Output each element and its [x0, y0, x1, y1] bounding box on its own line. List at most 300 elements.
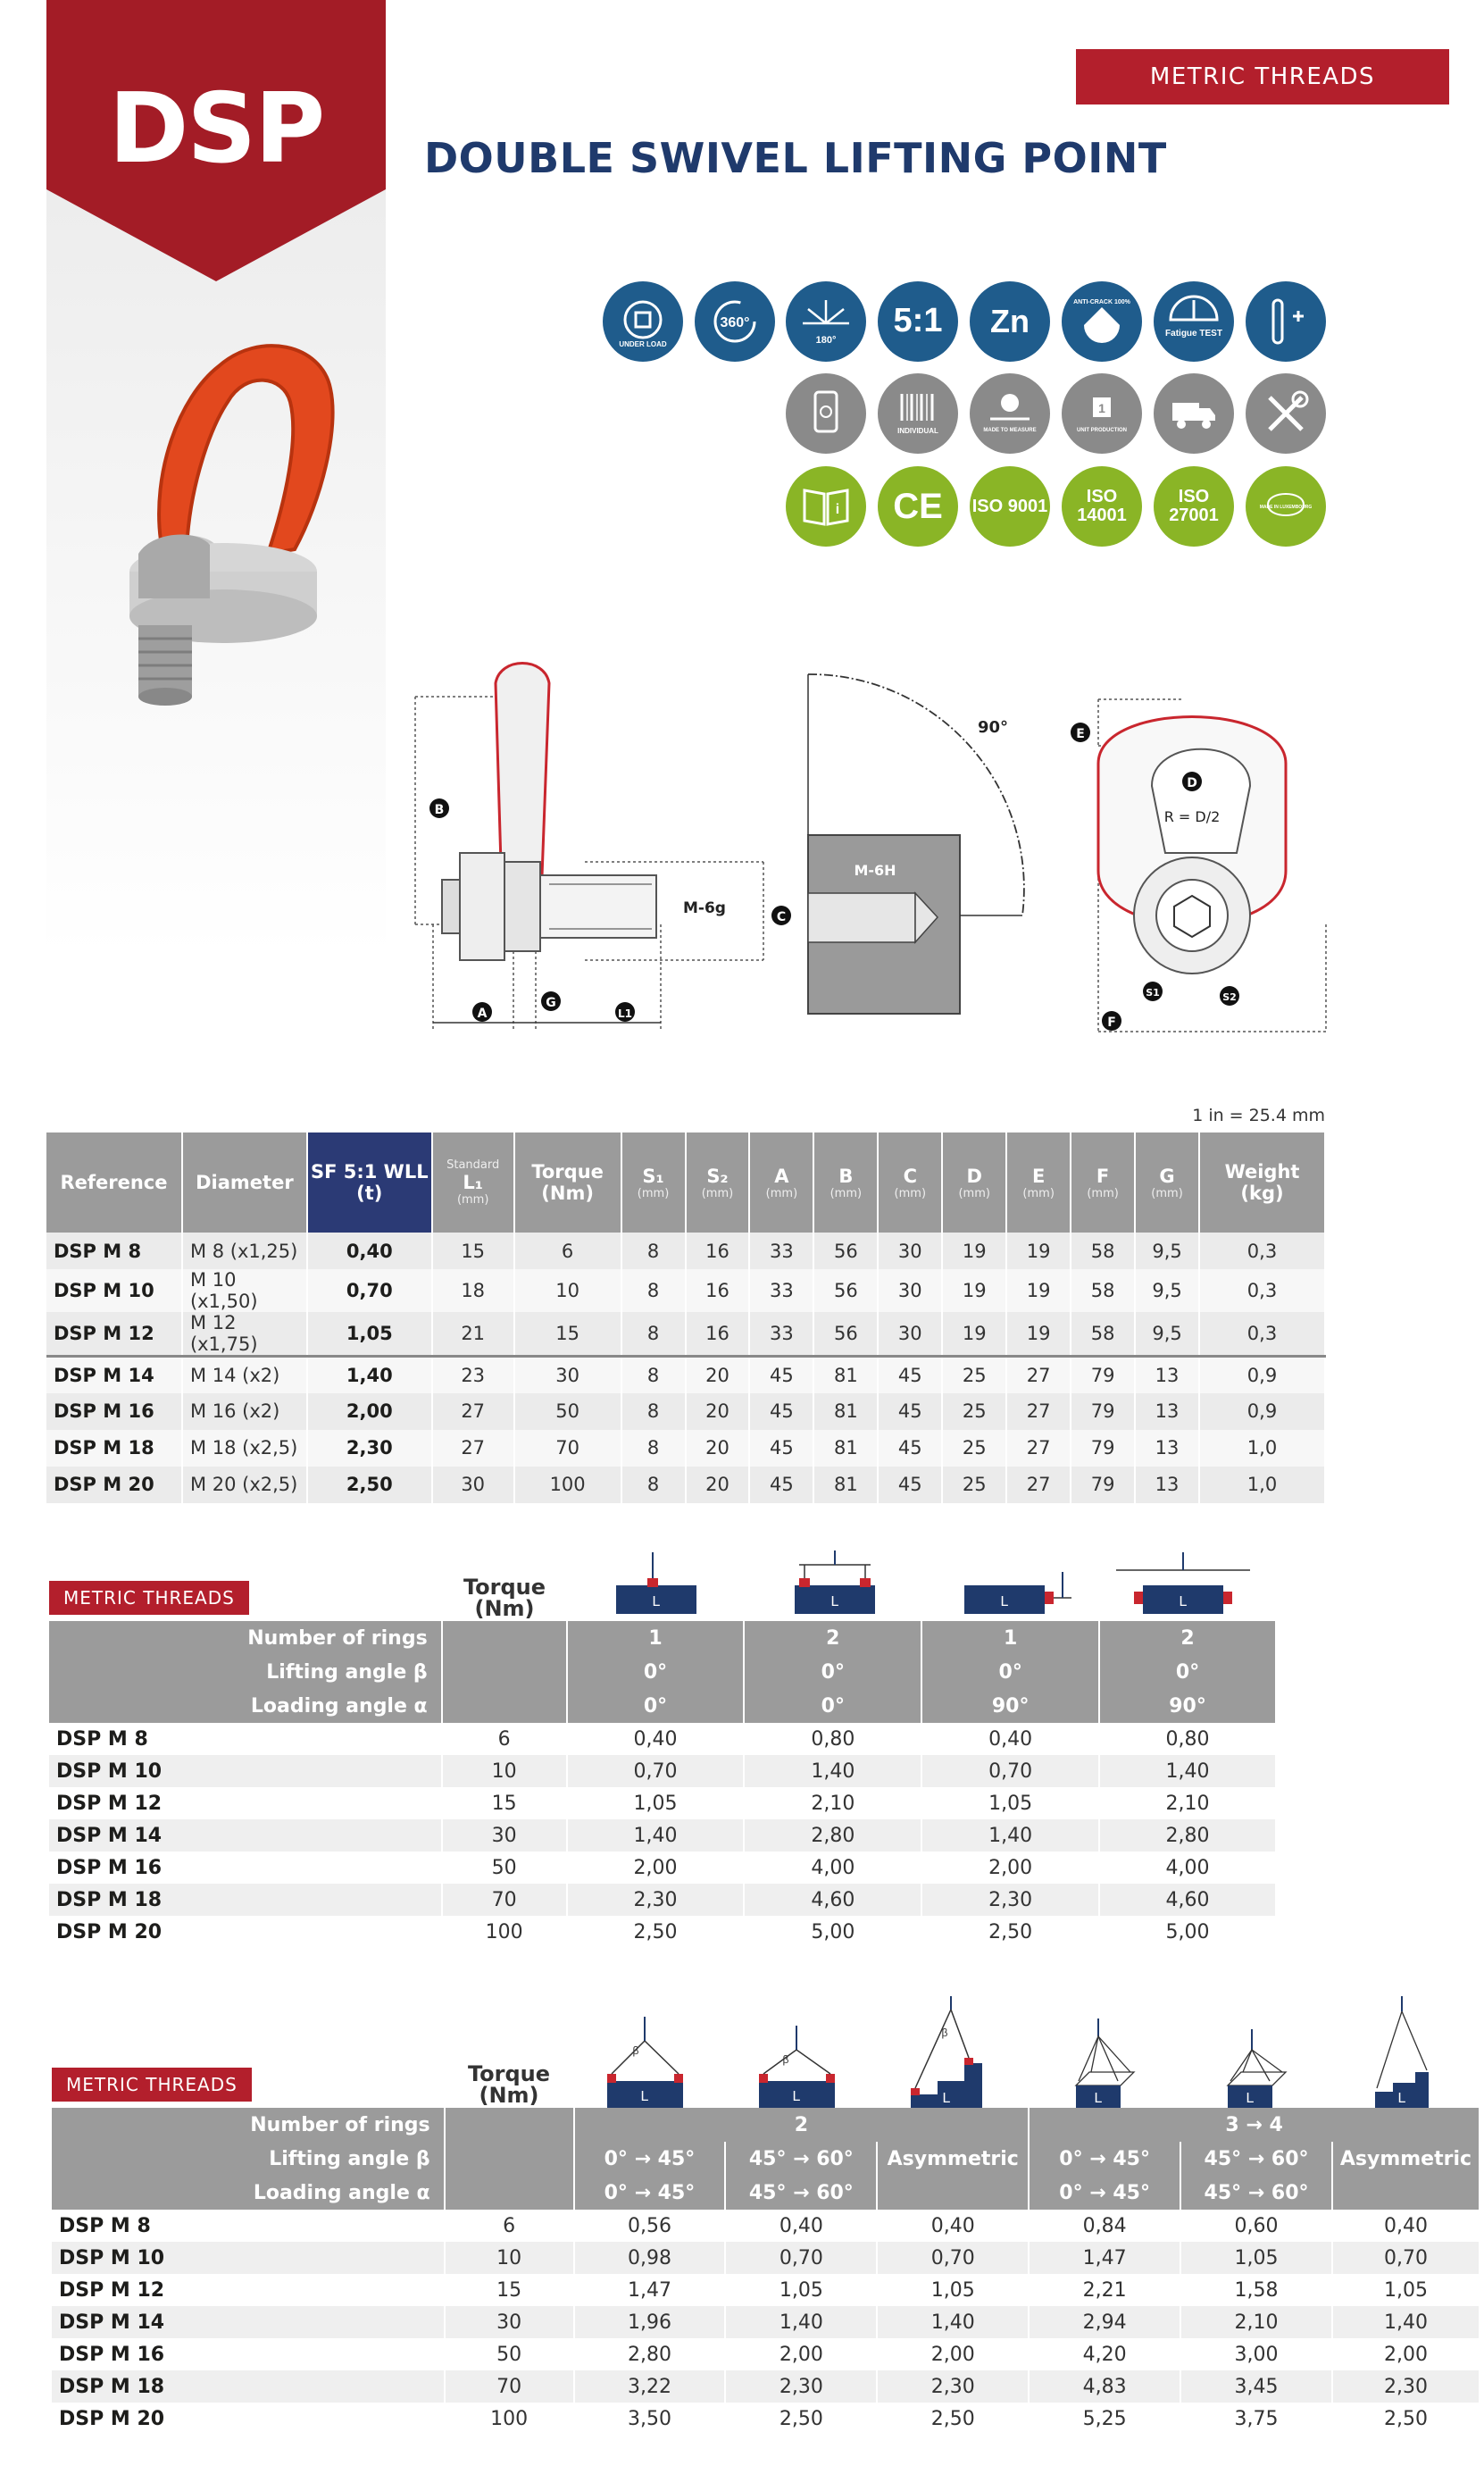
table-row: [52, 2242, 1480, 2274]
reference-cell: DSP M 18: [46, 1430, 182, 1467]
s2-cell: 16: [686, 1269, 750, 1312]
wll-cell: 1,40: [744, 1755, 921, 1787]
torque-cell: 100: [442, 1916, 567, 1948]
technical-drawing: [406, 656, 1344, 1049]
wll-cell: 1,40: [725, 2306, 877, 2338]
torque-cell: 10: [442, 1755, 567, 1787]
svg-text:180°: 180°: [815, 335, 837, 346]
reference-cell: DSP M 8: [46, 1233, 182, 1269]
wll-cell: 2,50: [567, 1916, 745, 1948]
reference-cell: DSP M 18: [49, 1884, 442, 1916]
spec-table: [46, 1133, 1326, 1503]
torque-cell: 15: [445, 2274, 574, 2306]
lifting-cell: 0° → 45°: [1029, 2142, 1180, 2176]
wll-cell: 5,25: [1029, 2403, 1180, 2435]
torque-cell: 6: [442, 1723, 567, 1755]
s2-cell: 20: [686, 1357, 750, 1393]
individual-barcode-icon: [878, 373, 958, 454]
svg-text:ANTI-CRACK 100%: ANTI-CRACK 100%: [1073, 299, 1130, 305]
loading-cell: 90°: [1099, 1689, 1276, 1723]
wll-cell: 0,40: [921, 1723, 1099, 1755]
svg-text:i: i: [835, 502, 840, 517]
loading-cell: 0°: [567, 1689, 745, 1723]
rotation-360-icon: [695, 281, 775, 362]
a-cell: 45: [749, 1357, 813, 1393]
fatigue-test-icon: [1154, 281, 1234, 362]
wll-cell: 2,00: [921, 1851, 1099, 1884]
svg-text:L1: L1: [618, 1007, 632, 1020]
lifting-cell: 0° → 45°: [574, 2142, 726, 2176]
g-cell: 9,5: [1135, 1269, 1199, 1312]
table-row: [49, 1787, 1276, 1819]
l1-cell: 23: [432, 1357, 514, 1393]
pivot-180-icon: [786, 281, 866, 362]
svg-text:L: L: [1179, 1594, 1188, 1609]
reference-cell: DSP M 12: [49, 1787, 442, 1819]
a-cell: 33: [749, 1233, 813, 1269]
wll-cell: 2,50: [307, 1467, 432, 1503]
b-cell: 81: [813, 1430, 878, 1467]
svg-text:S2: S2: [1222, 991, 1237, 1003]
zinc-plated-icon: Zn: [970, 281, 1050, 362]
l1-cell: 27: [432, 1430, 514, 1467]
svg-text:L: L: [1094, 2091, 1103, 2106]
table-row: [46, 1233, 1325, 1269]
lifting-cell: 45° → 60°: [725, 2142, 877, 2176]
torque-cell: 6: [445, 2210, 574, 2242]
table-row: [46, 1357, 1325, 1393]
diameter-cell: M 14 (x2): [182, 1357, 307, 1393]
wll-cell: 1,40: [921, 1819, 1099, 1851]
reference-cell: DSP M 14: [49, 1819, 442, 1851]
load-table-1-diagrams: [571, 1545, 1277, 1621]
lifting-cell: 0°: [1099, 1655, 1276, 1689]
unit-conversion: 1 in = 25.4 mm: [1192, 1106, 1325, 1125]
reference-cell: DSP M 14: [46, 1357, 182, 1393]
l1-cell: 15: [432, 1233, 514, 1269]
svg-text:L: L: [1246, 2091, 1255, 2106]
l1-cell: 21: [432, 1312, 514, 1357]
rings-label: Number of rings: [49, 1621, 442, 1655]
g-cell: 13: [1135, 1467, 1199, 1503]
table-row: [52, 2338, 1480, 2370]
torque-spacer: [442, 1655, 567, 1689]
torque-cell: 70: [514, 1430, 621, 1467]
torque-cell: 70: [445, 2370, 574, 2403]
c-cell: 45: [878, 1393, 942, 1430]
loading-cell: 0° → 45°: [574, 2176, 726, 2210]
wll-cell: 2,00: [877, 2338, 1029, 2370]
wll-cell: 0,84: [1029, 2210, 1180, 2242]
wll-cell: 2,80: [574, 2338, 726, 2370]
manual-info-icon: [786, 466, 866, 547]
diameter-cell: M 12 (x1,75): [182, 1312, 307, 1357]
rings-cell: 1: [567, 1621, 745, 1655]
wll-cell: 2,21: [1029, 2274, 1180, 2306]
reference-cell: DSP M 20: [49, 1916, 442, 1948]
wll-cell: 0,98: [574, 2242, 726, 2274]
d-cell: 25: [942, 1357, 1006, 1393]
c-cell: 45: [878, 1430, 942, 1467]
iso-27001-icon: ISO 27001: [1154, 466, 1234, 547]
wll-cell: 2,50: [725, 2403, 877, 2435]
wll-cell: 1,96: [574, 2306, 726, 2338]
e-cell: 27: [1006, 1357, 1071, 1393]
svg-text:INDIVIDUAL: INDIVIDUAL: [897, 427, 938, 435]
wll-cell: 0,56: [574, 2210, 726, 2242]
col-b: B (mm): [813, 1133, 878, 1233]
wll-cell: 1,05: [725, 2274, 877, 2306]
diameter-cell: M 16 (x2): [182, 1393, 307, 1430]
ce-mark-icon: CE: [878, 466, 958, 547]
torque-cell: 70: [442, 1884, 567, 1916]
f-cell: 58: [1071, 1269, 1135, 1312]
e-cell: 27: [1006, 1467, 1071, 1503]
iso-9001-icon: ISO 9001: [970, 466, 1050, 547]
wll-cell: 2,00: [567, 1851, 745, 1884]
svg-text:β: β: [941, 2027, 948, 2039]
s1-cell: 8: [621, 1467, 686, 1503]
torque-spacer: [442, 1689, 567, 1723]
col-wll: SF 5:1 WLL (t): [307, 1133, 432, 1233]
torque-cell: 30: [514, 1357, 621, 1393]
table-row: [46, 1312, 1325, 1357]
svg-text:Fatigue TEST: Fatigue TEST: [1165, 329, 1222, 339]
svg-text:1: 1: [1098, 401, 1105, 415]
wll-cell: 1,05: [877, 2274, 1029, 2306]
wll-cell: 1,40: [307, 1357, 432, 1393]
f-cell: 79: [1071, 1357, 1135, 1393]
a-cell: 45: [749, 1393, 813, 1430]
b-cell: 56: [813, 1269, 878, 1312]
svg-text:E: E: [1076, 727, 1085, 741]
w-cell: 0,3: [1199, 1312, 1325, 1357]
load-table-2-badge: METRIC THREADS: [52, 2068, 252, 2102]
svg-text:MADE TO MEASURE: MADE TO MEASURE: [983, 428, 1037, 433]
product-photo: [85, 330, 371, 706]
reference-cell: DSP M 20: [52, 2403, 445, 2435]
wll-cell: 2,50: [1332, 2403, 1480, 2435]
safety-factor-icon: 5:1: [878, 281, 958, 362]
lifting-cell: 0°: [921, 1655, 1099, 1689]
table-row: [46, 1269, 1325, 1312]
wll-cell: 1,47: [1029, 2242, 1180, 2274]
d-cell: 25: [942, 1467, 1006, 1503]
wll-cell: 1,05: [921, 1787, 1099, 1819]
loading-angle-row: [49, 1689, 1276, 1723]
wll-cell: 2,30: [877, 2370, 1029, 2403]
wll-cell: 2,50: [877, 2403, 1029, 2435]
rings-row: [49, 1621, 1276, 1655]
b-cell: 81: [813, 1393, 878, 1430]
s1-cell: 8: [621, 1312, 686, 1357]
torque-cell: 15: [442, 1787, 567, 1819]
s1-cell: 8: [621, 1233, 686, 1269]
svg-text:S1: S1: [1146, 987, 1160, 999]
wll-cell: 2,80: [1099, 1819, 1276, 1851]
reference-cell: DSP M 16: [52, 2338, 445, 2370]
loading-cell: [877, 2176, 1029, 2210]
torque-cell: 10: [445, 2242, 574, 2274]
loading-cell: 0° → 45°: [1029, 2176, 1180, 2210]
svg-text:L: L: [792, 2089, 801, 2104]
f-cell: 58: [1071, 1312, 1135, 1357]
lifting-cell: 0°: [567, 1655, 745, 1689]
reference-cell: DSP M 16: [49, 1851, 442, 1884]
lifting-cell: 45° → 60°: [1180, 2142, 1332, 2176]
g-cell: 9,5: [1135, 1233, 1199, 1269]
reference-cell: DSP M 12: [46, 1312, 182, 1357]
loading-label: Loading angle α: [49, 1689, 442, 1723]
col-e: E (mm): [1006, 1133, 1071, 1233]
wll-cell: 0,70: [307, 1269, 432, 1312]
svg-text:L: L: [830, 1594, 839, 1609]
wll-cell: 4,00: [744, 1851, 921, 1884]
torque-cell: 50: [442, 1851, 567, 1884]
table-row: [46, 1467, 1325, 1503]
reference-cell: DSP M 14: [52, 2306, 445, 2338]
lifting-label: Lifting angle β: [49, 1655, 442, 1689]
wll-cell: 4,60: [1099, 1884, 1276, 1916]
wll-cell: 4,60: [744, 1884, 921, 1916]
torque-cell: 30: [445, 2306, 574, 2338]
diameter-cell: M 8 (x1,25): [182, 1233, 307, 1269]
svg-text:B: B: [434, 803, 445, 817]
torque-cell: 100: [514, 1467, 621, 1503]
g-cell: 9,5: [1135, 1312, 1199, 1357]
table-row: [49, 1851, 1276, 1884]
torque-wrench-icon: [1246, 281, 1326, 362]
wll-cell: 0,70: [877, 2242, 1029, 2274]
b-cell: 56: [813, 1312, 878, 1357]
torque-cell: 100: [445, 2403, 574, 2435]
f-cell: 79: [1071, 1393, 1135, 1430]
table-row: [49, 1916, 1276, 1948]
wll-cell: 2,10: [744, 1787, 921, 1819]
g-cell: 13: [1135, 1357, 1199, 1393]
loading-cell: 45° → 60°: [1180, 2176, 1332, 2210]
wll-cell: 2,30: [1332, 2370, 1480, 2403]
table-row: [46, 1393, 1325, 1430]
load-table-2-diagrams: [571, 1992, 1482, 2112]
col-l1: Standard L₁ (mm): [432, 1133, 514, 1233]
w-cell: 0,3: [1199, 1233, 1325, 1269]
load-table-2-torque-header: Torque (Nm): [467, 2061, 551, 2108]
unit-production-icon: [1062, 373, 1142, 454]
s2-cell: 16: [686, 1312, 750, 1357]
wll-cell: 1,05: [1180, 2242, 1332, 2274]
wll-cell: 5,00: [744, 1916, 921, 1948]
rings-cell: 2: [1099, 1621, 1276, 1655]
reference-cell: DSP M 10: [46, 1269, 182, 1312]
made-in-luxembourg-icon: [1246, 466, 1326, 547]
lifting-cell: 0°: [744, 1655, 921, 1689]
table-row: [52, 2403, 1480, 2435]
table-row: [52, 2370, 1480, 2403]
svg-text:G: G: [546, 996, 556, 1010]
torque-cell: 10: [514, 1269, 621, 1312]
table-row: [49, 1723, 1276, 1755]
lifting-cell: Asymmetric: [877, 2142, 1029, 2176]
c-cell: 30: [878, 1233, 942, 1269]
wll-cell: 4,20: [1029, 2338, 1180, 2370]
f-cell: 79: [1071, 1430, 1135, 1467]
reference-cell: DSP M 10: [49, 1755, 442, 1787]
svg-text:L: L: [1000, 1594, 1009, 1609]
d-cell: 19: [942, 1269, 1006, 1312]
wll-cell: 0,80: [744, 1723, 921, 1755]
s2-cell: 20: [686, 1393, 750, 1430]
rings-cell: 2: [574, 2108, 1030, 2142]
wll-cell: 1,40: [1332, 2306, 1480, 2338]
wll-cell: 2,00: [307, 1393, 432, 1430]
table-row: [52, 2210, 1480, 2242]
diameter-cell: M 18 (x2,5): [182, 1430, 307, 1467]
svg-text:A: A: [477, 1007, 488, 1021]
wll-cell: 1,05: [567, 1787, 745, 1819]
wll-cell: 0,40: [1332, 2210, 1480, 2242]
wll-cell: 2,10: [1180, 2306, 1332, 2338]
table-row: [46, 1430, 1325, 1467]
svg-text:UNDER LOAD: UNDER LOAD: [619, 340, 667, 348]
a-cell: 33: [749, 1312, 813, 1357]
s1-cell: 8: [621, 1357, 686, 1393]
wll-cell: 3,50: [574, 2403, 726, 2435]
e-cell: 19: [1006, 1233, 1071, 1269]
under-load-rotation-icon: [603, 281, 683, 362]
e-cell: 27: [1006, 1393, 1071, 1430]
torque-cell: 6: [514, 1233, 621, 1269]
s2-cell: 20: [686, 1430, 750, 1467]
reference-cell: DSP M 8: [52, 2210, 445, 2242]
wll-cell: 0,40: [725, 2210, 877, 2242]
page-title: DOUBLE SWIVEL LIFTING POINT: [424, 134, 1167, 182]
f-cell: 58: [1071, 1233, 1135, 1269]
loading-cell: 0°: [744, 1689, 921, 1723]
svg-text:L: L: [652, 1594, 661, 1609]
tools-service-icon: [1246, 373, 1326, 454]
anti-crack-icon: [1062, 281, 1142, 362]
wll-cell: 0,40: [877, 2210, 1029, 2242]
mobile-app-icon: [786, 373, 866, 454]
a-cell: 45: [749, 1430, 813, 1467]
svg-text:L: L: [1397, 2091, 1406, 2106]
d-cell: 19: [942, 1233, 1006, 1269]
made-to-measure-icon: [970, 373, 1050, 454]
wll-cell: 2,94: [1029, 2306, 1180, 2338]
torque-spacer: [445, 2176, 574, 2210]
wll-cell: 1,47: [574, 2274, 726, 2306]
rings-label: Number of rings: [52, 2108, 445, 2142]
s1-cell: 8: [621, 1393, 686, 1430]
col-torque: Torque (Nm): [514, 1133, 621, 1233]
c-cell: 45: [878, 1357, 942, 1393]
b-cell: 81: [813, 1467, 878, 1503]
wll-cell: 2,80: [744, 1819, 921, 1851]
wll-cell: 0,70: [725, 2242, 877, 2274]
svg-text:L: L: [640, 2089, 649, 2104]
g-cell: 13: [1135, 1393, 1199, 1430]
iso-14001-icon: ISO 14001: [1062, 466, 1142, 547]
diameter-cell: M 10 (x1,50): [182, 1269, 307, 1312]
loading-cell: 90°: [921, 1689, 1099, 1723]
svg-text:M-6g: M-6g: [683, 899, 726, 917]
s2-cell: 16: [686, 1233, 750, 1269]
load-table-1: [49, 1621, 1277, 1948]
col-g: G (mm): [1135, 1133, 1199, 1233]
wll-cell: 2,50: [921, 1916, 1099, 1948]
wll-cell: 1,58: [1180, 2274, 1332, 2306]
torque-cell: 50: [514, 1393, 621, 1430]
f-cell: 79: [1071, 1467, 1135, 1503]
w-cell: 1,0: [1199, 1430, 1325, 1467]
w-cell: 0,9: [1199, 1357, 1325, 1393]
lifting-cell: Asymmetric: [1332, 2142, 1480, 2176]
c-cell: 30: [878, 1312, 942, 1357]
wll-cell: 2,00: [1332, 2338, 1480, 2370]
s1-cell: 8: [621, 1430, 686, 1467]
svg-text:UNIT PRODUCTION: UNIT PRODUCTION: [1077, 428, 1127, 433]
lifting-label: Lifting angle β: [52, 2142, 445, 2176]
e-cell: 19: [1006, 1269, 1071, 1312]
svg-text:360°: 360°: [720, 315, 750, 330]
rings-cell: 2: [744, 1621, 921, 1655]
reference-cell: DSP M 18: [52, 2370, 445, 2403]
product-code: DSP: [108, 73, 324, 185]
wll-cell: 0,40: [567, 1723, 745, 1755]
d-cell: 25: [942, 1393, 1006, 1430]
loading-cell: 45° → 60°: [725, 2176, 877, 2210]
torque-spacer: [445, 2108, 574, 2142]
b-cell: 81: [813, 1357, 878, 1393]
svg-text:M-6H: M-6H: [854, 862, 896, 879]
col-d: D (mm): [942, 1133, 1006, 1233]
svg-text:C: C: [776, 910, 787, 924]
lifting-angle-row: [52, 2142, 1480, 2176]
wll-cell: 2,30: [725, 2370, 877, 2403]
s1-cell: 8: [621, 1269, 686, 1312]
loading-cell: [1332, 2176, 1480, 2210]
w-cell: 0,3: [1199, 1269, 1325, 1312]
wll-cell: 2,30: [567, 1884, 745, 1916]
wll-cell: 0,70: [921, 1755, 1099, 1787]
torque-cell: 30: [442, 1819, 567, 1851]
wll-cell: 2,00: [725, 2338, 877, 2370]
wll-cell: 0,80: [1099, 1723, 1276, 1755]
load-table-2: [52, 2108, 1480, 2435]
reference-cell: DSP M 10: [52, 2242, 445, 2274]
table-row: [49, 1884, 1276, 1916]
col-diameter: Diameter: [182, 1133, 307, 1233]
l1-cell: 30: [432, 1467, 514, 1503]
reference-cell: DSP M 16: [46, 1393, 182, 1430]
wll-cell: 3,00: [1180, 2338, 1332, 2370]
torque-spacer: [445, 2142, 574, 2176]
wll-cell: 5,00: [1099, 1916, 1276, 1948]
wll-cell: 3,22: [574, 2370, 726, 2403]
d-cell: 19: [942, 1312, 1006, 1357]
l1-cell: 27: [432, 1393, 514, 1430]
wll-cell: 2,30: [307, 1430, 432, 1467]
l1-cell: 18: [432, 1269, 514, 1312]
rings-cell: 1: [921, 1621, 1099, 1655]
s2-cell: 20: [686, 1467, 750, 1503]
load-table-1-torque-header: Torque (Nm): [463, 1575, 546, 1621]
reference-cell: DSP M 20: [46, 1467, 182, 1503]
svg-text:F: F: [1107, 1016, 1116, 1030]
reference-cell: DSP M 12: [52, 2274, 445, 2306]
g-cell: 13: [1135, 1430, 1199, 1467]
